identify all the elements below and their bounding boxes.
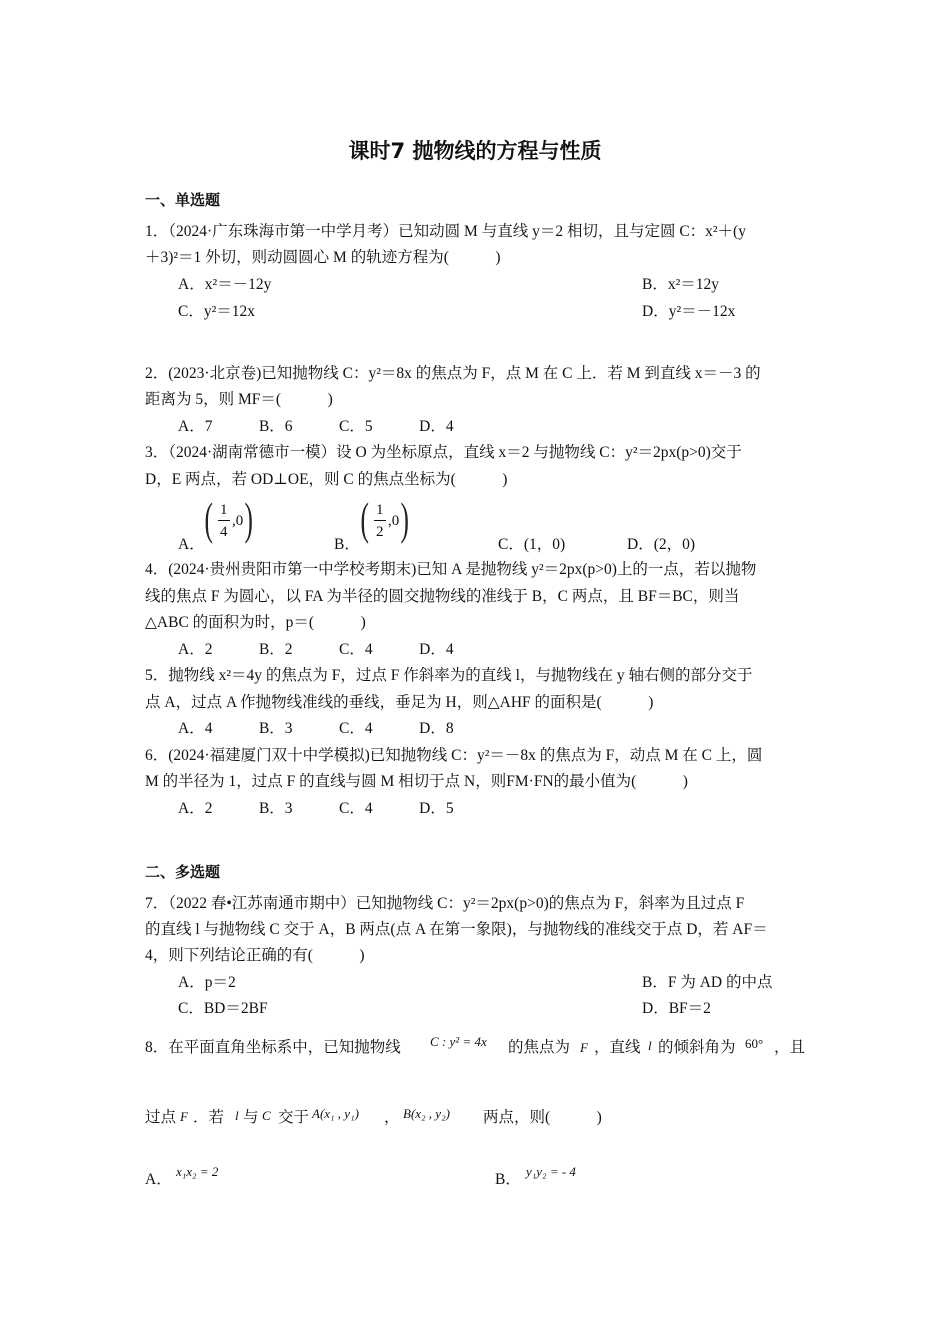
question-8-text: ，直线 [594,1039,641,1056]
question-2-line-2: 距离为 5，则 MF＝( ) [145,391,333,408]
question-1-option-d: D．y²＝－12x [642,303,736,320]
question-5-line-1: 5．抛物线 x²＝4y 的焦点为 F，过点 F 作斜率为的直线 l，与抛物线在 y 轴右侧的部分交于 [145,667,753,684]
point-tail: ,0 [388,513,400,529]
page-title: 课时7 抛物线的方程与性质 [348,139,602,163]
question-7-line-3: 4，则下列结论正确的有( ) [145,947,365,964]
question-8-text: ，且 [774,1039,806,1056]
question-7-line-1: 7．（2022 春•江苏南通市期中）已知抛物线 C：y²＝2px(p>0)的焦点为 F，斜率为且过点 F [145,895,745,912]
question-6-options: A．2 B．3 C．4 D．5 [178,800,454,817]
question-8-point-a: A(x₁ , y₁) [312,1106,359,1121]
question-8-angle: 60° [745,1036,764,1051]
question-8-text: 的焦点为 [508,1039,571,1056]
question-7-option-a: A．p＝2 [178,974,236,991]
question-5-options: A．4 B．3 C．4 D．8 [178,720,454,737]
question-8-focus-f: F [580,1040,588,1055]
question-4-line-1: 4．(2024·贵州贵阳市第一中学校考期末)已知 A 是抛物线 y²＝2px(p>0)上的一点，若以抛物 [145,561,757,578]
question-3-line-2: D，E 两点，若 OD⊥OE，则 C 的焦点坐标为( ) [145,471,508,488]
question-3-line-1: 3．（2024·湖南常德市一模）设 O 为坐标原点，直线 x＝2 与抛物线 C：y²＝2px(p>0)交于 [145,444,742,461]
question-8-option-b: y₁y₂ = - 4 [526,1164,576,1179]
right-paren: ) [244,493,253,544]
question-4-line-2: 线的焦点 F 为圆心，以 FA 为半径的圆交抛物线的准线于 B，C 两点，且 BF＝BC，则当 [145,588,740,605]
question-7-option-d: D．BF＝2 [642,1000,711,1017]
question-5-line-2: 点 A，过点 A 作抛物线准线的垂线，垂足为 H，则△AHF 的面积是( ) [145,694,654,711]
question-8-curve-c: C [262,1108,271,1123]
left-paren: ( [360,493,369,544]
fraction-denominator: 2 [376,524,384,540]
question-2-line-1: 2．(2023·北京卷)已知抛物线 C：y²＝8x 的焦点为 F，点 M 在 C 上．若 M 到直线 x＝－3 的 [145,365,761,382]
question-7-option-b: B．F 为 AD 的中点 [642,974,773,991]
section-heading-single-choice: 一、单选题 [145,191,221,209]
question-8-line-2-start: 过点 [145,1109,177,1126]
question-3-option-b-fraction [360,493,421,546]
question-3-option-b-label: B． [334,536,360,553]
question-8-parabola-equation: C : y² = 4x [430,1034,487,1049]
question-8-point-b: B(x₂ , y₂) [403,1106,450,1121]
question-1-line-1: 1．（2024·广东珠海市第一中学月考）已知动圆 M 与直线 y＝2 相切，且与定圆 C：x²＋(y [145,223,746,240]
question-8-option-a: x₁x₂ = 2 [176,1164,219,1179]
question-8-line-l: l [648,1038,652,1053]
fraction-bar [374,520,386,521]
question-1-line-2: ＋3)²＝1 外切，则动圆圆心 M 的轨迹方程为( ) [145,249,501,266]
fraction-numerator: 1 [220,502,228,518]
question-7-option-c: C．BD＝2BF [178,1000,268,1017]
question-1-option-c: C．y²＝12x [178,303,255,320]
question-8-option-b-label: B． [495,1171,521,1188]
question-8-text: 与 [243,1109,259,1126]
point-tail: ,0 [232,513,244,529]
right-paren: ) [400,493,409,544]
left-paren: ( [204,493,213,544]
question-8-text: 交于 [278,1109,310,1126]
question-8-text: 两点，则( ) [483,1109,602,1126]
question-8-line-l: l [235,1108,239,1123]
question-4-line-3: △ABC 的面积为时，p＝( ) [145,614,366,631]
question-6-line-1: 6．(2024·福建厦门双十中学模拟)已知抛物线 C：y²＝－8x 的焦点为 F，动点 M 在 C 上，圆 [145,747,763,764]
question-8-focus-f: F [180,1109,188,1124]
question-8-option-a-label: A． [145,1171,172,1188]
question-3-option-d: D．(2，0) [627,536,696,553]
question-2-options: A．7 B．6 C．5 D．4 [178,418,454,435]
fraction-bar [218,520,230,521]
fraction-numerator: 1 [376,502,384,518]
question-3-option-c: C．(1，0) [498,536,566,553]
question-3-option-a-label: A． [178,536,205,553]
question-8-text: ， [384,1109,400,1126]
question-4-options: A．2 B．2 C．4 D．4 [178,641,454,658]
question-3-option-a-fraction [204,493,265,546]
fraction-denominator: 4 [220,524,228,540]
question-1-option-b: B．x²＝12y [642,276,719,293]
question-8-text: ．若 [193,1109,225,1126]
question-7-line-2: 的直线 l 与抛物线 C 交于 A，B 两点(点 A 在第一象限)，与抛物线的准线交于点 D，若 AF＝ [145,921,768,938]
question-8-text: 的倾斜角为 [658,1039,736,1056]
section-heading-multiple-choice: 二、多选题 [145,863,221,881]
question-1-option-a: A．x²＝－12y [178,276,272,293]
question-6-line-2: M 的半径为 1，过点 F 的直线与圆 M 相切于点 N，则FM·FN的最小值为( ) [145,773,688,790]
question-8-line-1-start: 8．在平面直角坐标系中，已知抛物线 [145,1039,401,1056]
